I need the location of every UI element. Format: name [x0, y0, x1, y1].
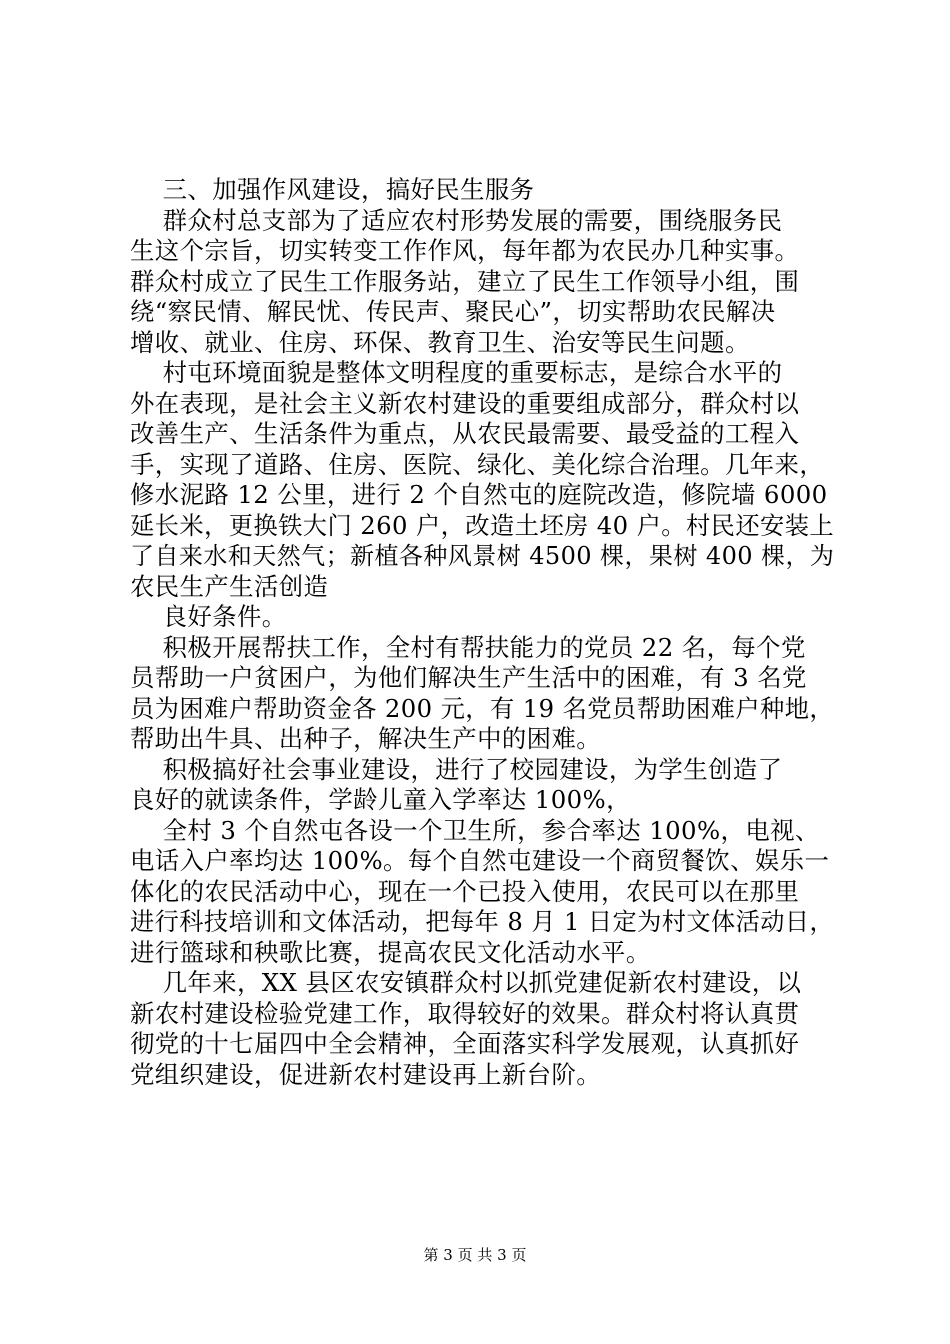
text-line: 外在表现，是社会主义新农村建设的重要组成部分，群众村以 [130, 388, 800, 418]
text-line: 良好条件。 [130, 602, 287, 631]
text-line: 生这个宗旨，切实转变工作作风，每年都为农民办几种实事。 [130, 236, 800, 265]
text-line: 群众村总支部为了适应农村形势发展的需要，围绕服务民 [130, 205, 783, 235]
text-line: 员为困难户帮助资金各 200 元，有 19 名党员帮助困难户种地， [130, 693, 835, 723]
text-line: 群众村成立了民生工作服务站，建立了民生工作领导小组，围 [130, 266, 800, 296]
text-line: 积极搞好社会事业建设，进行了校园建设，为学生创造了 [130, 754, 783, 784]
text-line: 进行篮球和秧歌比赛，提高农民文化活动水平。 [130, 937, 651, 967]
page-footer: 第 3 页 共 3 页 [423, 1246, 527, 1264]
text-line: 电话入户率均达 100%。每个自然屯建设一个商贸餐饮、娱乐一 [130, 846, 830, 875]
text-line: 体化的农民活动中心，现在一个已投入使用，农民可以在那里 [130, 876, 800, 906]
text-line: 彻党的十七届四中全会精神，全面落实科学发展观，认真抓好 [130, 1029, 800, 1058]
text-line: 全村 3 个自然屯各设一个卫生所，参合率达 100%，电视、 [130, 815, 820, 845]
text-line: 三、加强作风建设，搞好民生服务 [130, 175, 535, 204]
text-line: 新农村建设检验党建工作，取得较好的效果。群众村将认真贯 [130, 998, 800, 1028]
text-line: 帮助出牛具、出种子，解决生产中的困难。 [130, 724, 602, 753]
text-line: 农民生产生活创造 [130, 571, 329, 601]
text-line: 进行科技培训和文体活动，把每年 8 月 1 日定为村文体活动日， [130, 908, 835, 936]
text-line: 绕“察民情、解民忧、传民声、聚民心”，切实帮助农民解决 [130, 297, 776, 326]
text-line: 手，实现了道路、住房、医院、绿化、美化综合治理。几年来， [130, 449, 825, 479]
text-line: 改善生产、生活条件为重点，从农民最需要、最受益的工程入 [130, 419, 800, 448]
text-line: 延长米，更换铁大门 260 户，改造土坯房 40 户。村民还安装上 [130, 510, 835, 540]
text-line: 几年来，XX 县区农安镇群众村以抓党建促新农村建设，以 [130, 968, 802, 997]
text-line: 修水泥路 12 公里，进行 2 个自然屯的庭院改造，修院墙 6000 [130, 480, 828, 509]
document-body [130, 175, 834, 1090]
text-line: 村屯环境面貌是整体文明程度的重要标志，是综合水平的 [130, 358, 783, 387]
text-line: 员帮助一户贫困户，为他们解决生产生活中的困难，有 3 名党 [130, 663, 807, 692]
text-line: 党组织建设，促进新农村建设再上新台阶。 [130, 1059, 602, 1089]
text-line: 增收、就业、住房、环保、教育卫生、治安等民生问题。 [130, 327, 750, 357]
text-line: 了自来水和天然气；新植各种风景树 4500 棵，果树 400 棵，为 [130, 542, 835, 570]
text-line: 积极开展帮扶工作，全村有帮扶能力的党员 22 名，每个党 [130, 632, 806, 662]
text-line: 良好的就读条件，学龄儿童入学率达 100%， [130, 785, 631, 814]
